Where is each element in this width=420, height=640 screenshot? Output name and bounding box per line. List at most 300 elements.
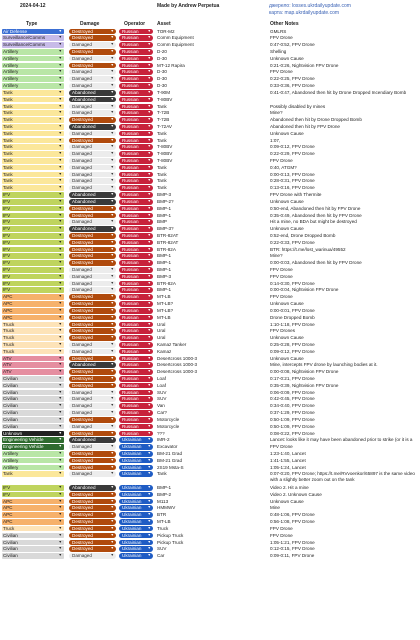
type-select[interactable]	[2, 69, 64, 75]
type-select[interactable]	[2, 431, 64, 437]
operator-select[interactable]	[119, 267, 153, 273]
damage-select[interactable]	[69, 63, 116, 69]
damage-select[interactable]	[69, 165, 116, 171]
damage-select[interactable]	[69, 505, 116, 511]
damage-select[interactable]	[69, 213, 116, 219]
damage-select[interactable]	[69, 342, 116, 348]
damage-select[interactable]	[69, 97, 116, 103]
type-select[interactable]	[2, 35, 64, 41]
damage-label: Destroyed	[72, 519, 93, 525]
damage-select[interactable]	[69, 396, 116, 402]
damage-select[interactable]	[69, 219, 116, 225]
damage-select[interactable]	[69, 151, 116, 157]
operator-select[interactable]	[119, 383, 153, 389]
damage-select[interactable]	[69, 499, 116, 505]
type-select[interactable]	[2, 247, 64, 253]
operator-select[interactable]	[119, 124, 153, 130]
damage-select[interactable]	[69, 76, 116, 82]
operator-select[interactable]	[119, 219, 153, 225]
chevron-down-icon: ▼	[58, 546, 62, 551]
damage-select[interactable]	[69, 192, 116, 198]
chevron-down-icon: ▼	[147, 212, 151, 217]
operator-select[interactable]	[119, 110, 153, 116]
damage-label: Damaged	[72, 171, 92, 177]
type-select[interactable]	[2, 56, 64, 62]
type-select[interactable]	[2, 294, 64, 300]
chevron-down-icon: ▼	[147, 464, 151, 469]
type-select[interactable]	[2, 424, 64, 430]
asset-cell: MT-LB?	[157, 307, 174, 313]
damage-select[interactable]	[69, 49, 116, 55]
type-select[interactable]	[2, 151, 64, 157]
type-select[interactable]	[2, 226, 64, 232]
notes-cell: 0:22-0:33, FPV Drone	[270, 239, 315, 245]
damage-label: Abandoned	[72, 362, 96, 368]
type-select[interactable]	[2, 540, 64, 546]
damage-select[interactable]	[69, 267, 116, 273]
damage-select[interactable]	[69, 403, 116, 409]
damage-select[interactable]	[69, 431, 116, 437]
type-select[interactable]	[2, 465, 64, 471]
type-select[interactable]	[2, 356, 64, 362]
type-select[interactable]	[2, 267, 64, 273]
operator-select[interactable]	[119, 90, 153, 96]
damage-label: Destroyed	[72, 512, 93, 518]
type-select[interactable]	[2, 410, 64, 416]
type-select[interactable]	[2, 533, 64, 539]
operator-select[interactable]	[119, 328, 153, 334]
operator-select[interactable]	[119, 356, 153, 362]
chevron-down-icon: ▼	[110, 396, 114, 401]
type-select[interactable]	[2, 362, 64, 368]
damage-select[interactable]	[69, 424, 116, 430]
operator-select[interactable]	[119, 294, 153, 300]
operator-select[interactable]	[119, 308, 153, 314]
asset-cell: MT-12 Rapira	[157, 62, 185, 68]
operator-select[interactable]	[119, 281, 153, 287]
type-select[interactable]	[2, 322, 64, 328]
damage-select[interactable]	[69, 42, 116, 48]
operator-select[interactable]	[119, 519, 153, 525]
operator-select[interactable]	[119, 35, 153, 41]
damage-select[interactable]	[69, 260, 116, 266]
type-select[interactable]	[2, 219, 64, 225]
damage-select[interactable]	[69, 29, 116, 35]
type-select[interactable]	[2, 178, 64, 184]
operator-select[interactable]	[119, 342, 153, 348]
asset-cell: Comm Equipment	[157, 35, 194, 41]
type-select[interactable]	[2, 526, 64, 532]
type-select[interactable]	[2, 546, 64, 552]
damage-select[interactable]	[69, 172, 116, 178]
operator-select[interactable]	[119, 424, 153, 430]
notes-cell: 0:21-0:26, Nightvision FPV Drone	[270, 62, 339, 68]
type-select[interactable]	[2, 29, 64, 35]
table-row	[0, 423, 420, 430]
operator-select[interactable]	[119, 512, 153, 518]
damage-select[interactable]	[69, 519, 116, 525]
type-select[interactable]	[2, 158, 64, 164]
operator-select[interactable]	[119, 444, 153, 450]
damage-select[interactable]	[69, 383, 116, 389]
type-select[interactable]	[2, 376, 64, 382]
source-link[interactable]: джерело: losses.ukrdailyupdate.com	[269, 3, 351, 9]
chevron-down-icon: ▼	[110, 198, 114, 203]
operator-select[interactable]	[119, 29, 153, 35]
chevron-down-icon: ▼	[110, 246, 114, 251]
operator-label: Russian	[122, 355, 139, 361]
asset-cell: TOR-M2	[157, 28, 175, 34]
type-select[interactable]	[2, 315, 64, 321]
damage-select[interactable]	[69, 437, 116, 443]
type-select[interactable]	[2, 396, 64, 402]
type-select[interactable]	[2, 349, 64, 355]
operator-select[interactable]	[119, 417, 153, 423]
damage-select[interactable]	[69, 117, 116, 123]
type-select[interactable]	[2, 185, 64, 191]
type-select[interactable]	[2, 213, 64, 219]
operator-select[interactable]	[119, 76, 153, 82]
damage-select[interactable]	[69, 512, 116, 518]
type-select[interactable]	[2, 485, 64, 491]
notes-cell: Abandoned then hit by Drone Dropped Bomb	[270, 117, 362, 123]
operator-select[interactable]	[119, 83, 153, 89]
operator-label: Russian	[122, 369, 139, 375]
table-row	[0, 48, 420, 55]
damage-select[interactable]	[69, 410, 116, 416]
type-select[interactable]	[2, 253, 64, 259]
notes-cell: 0:25-0:28, FPV Drone	[270, 341, 315, 347]
operator-select[interactable]	[119, 390, 153, 396]
type-select[interactable]	[2, 97, 64, 103]
operator-select[interactable]	[119, 546, 153, 552]
damage-select[interactable]	[69, 465, 116, 471]
damage-label: Damaged	[72, 410, 92, 416]
type-select[interactable]	[2, 274, 64, 280]
operator-label: Ukrainian	[122, 471, 142, 477]
operator-select[interactable]	[119, 178, 153, 184]
damage-select[interactable]	[69, 308, 116, 314]
damage-select[interactable]	[69, 451, 116, 457]
operator-select[interactable]	[119, 403, 153, 409]
operator-select[interactable]	[119, 376, 153, 382]
table-row	[0, 253, 420, 260]
table-row	[0, 76, 420, 83]
damage-select[interactable]	[69, 356, 116, 362]
type-select[interactable]	[2, 383, 64, 389]
damage-select[interactable]	[69, 458, 116, 464]
type-select[interactable]	[2, 49, 64, 55]
damage-select[interactable]	[69, 131, 116, 137]
operator-select[interactable]	[119, 117, 153, 123]
operator-select[interactable]	[119, 131, 153, 137]
type-select[interactable]	[2, 342, 64, 348]
damage-select[interactable]	[69, 492, 116, 498]
chevron-down-icon: ▼	[147, 62, 151, 67]
type-select[interactable]	[2, 390, 64, 396]
type-select[interactable]	[2, 144, 64, 150]
type-select[interactable]	[2, 199, 64, 205]
type-label: Civilian	[3, 416, 18, 422]
operator-select[interactable]	[119, 287, 153, 293]
damage-select[interactable]	[69, 274, 116, 280]
table-row	[0, 464, 420, 471]
operator-select[interactable]	[119, 213, 153, 219]
type-select[interactable]	[2, 206, 64, 212]
operator-select[interactable]	[119, 526, 153, 532]
damage-select[interactable]	[69, 178, 116, 184]
type-select[interactable]	[2, 451, 64, 457]
map-link[interactable]: карта: map.ukrdailyupdate.com	[269, 10, 340, 16]
type-select[interactable]	[2, 192, 64, 198]
type-select[interactable]	[2, 138, 64, 144]
damage-select[interactable]	[69, 253, 116, 259]
type-select[interactable]	[2, 458, 64, 464]
notes-cell: FPV Drone	[270, 267, 293, 273]
damage-select[interactable]	[69, 322, 116, 328]
operator-label: Russian	[122, 130, 139, 136]
chevron-down-icon: ▼	[147, 335, 151, 340]
operator-select[interactable]	[119, 362, 153, 368]
operator-select[interactable]	[119, 505, 153, 511]
damage-select[interactable]	[69, 185, 116, 191]
damage-label: Destroyed	[72, 246, 93, 252]
type-select[interactable]	[2, 301, 64, 307]
damage-select[interactable]	[69, 158, 116, 164]
asset-cell: D-30	[157, 55, 167, 61]
damage-select[interactable]	[69, 233, 116, 239]
operator-select[interactable]	[119, 458, 153, 464]
type-select[interactable]	[2, 437, 64, 443]
operator-select[interactable]	[119, 369, 153, 375]
damage-select[interactable]	[69, 281, 116, 287]
damage-select[interactable]	[69, 56, 116, 62]
chevron-down-icon: ▼	[58, 267, 62, 272]
type-label: IFV	[3, 226, 11, 232]
damage-label: Destroyed	[72, 117, 93, 123]
operator-select[interactable]	[119, 104, 153, 110]
type-select[interactable]	[2, 369, 64, 375]
damage-select[interactable]	[69, 206, 116, 212]
chevron-down-icon: ▼	[110, 28, 114, 33]
type-select[interactable]	[2, 172, 64, 178]
damage-select[interactable]	[69, 349, 116, 355]
damage-select[interactable]	[69, 124, 116, 130]
damage-label: Destroyed	[72, 376, 93, 382]
operator-select[interactable]	[119, 185, 153, 191]
asset-cell: BMP-1	[157, 267, 172, 273]
asset-cell: MT-LB	[157, 314, 171, 320]
damage-select[interactable]	[69, 526, 116, 532]
operator-select[interactable]	[119, 396, 153, 402]
damage-select[interactable]	[69, 199, 116, 205]
col-damage-header: Damage	[80, 21, 100, 27]
notes-cell: 1:05-1:21, FPV Drone	[270, 539, 315, 545]
notes-cell: 0:17-0:21, FPV Drone	[270, 376, 315, 382]
type-select[interactable]	[2, 63, 64, 69]
operator-select[interactable]	[119, 465, 153, 471]
type-select[interactable]	[2, 308, 64, 314]
operator-select[interactable]	[119, 274, 153, 280]
type-select[interactable]	[2, 110, 64, 116]
damage-select[interactable]	[69, 335, 116, 341]
operator-label: Russian	[122, 403, 139, 409]
damage-select[interactable]	[69, 104, 116, 110]
chevron-down-icon: ▼	[58, 450, 62, 455]
type-select[interactable]	[2, 417, 64, 423]
operator-select[interactable]	[119, 192, 153, 198]
type-select[interactable]	[2, 519, 64, 525]
damage-select[interactable]	[69, 35, 116, 41]
damage-select[interactable]	[69, 90, 116, 96]
type-select[interactable]	[2, 131, 64, 137]
type-select[interactable]	[2, 403, 64, 409]
operator-select[interactable]	[119, 322, 153, 328]
operator-select[interactable]	[119, 172, 153, 178]
type-select[interactable]	[2, 260, 64, 266]
operator-select[interactable]	[119, 315, 153, 321]
operator-select[interactable]	[119, 485, 153, 491]
damage-select[interactable]	[69, 287, 116, 293]
operator-select[interactable]	[119, 240, 153, 246]
damage-select[interactable]	[69, 110, 116, 116]
damage-label: Destroyed	[72, 457, 93, 463]
damage-select[interactable]	[69, 226, 116, 232]
type-select[interactable]	[2, 281, 64, 287]
damage-select[interactable]	[69, 553, 116, 559]
operator-select[interactable]	[119, 492, 153, 498]
asset-cell: Tank	[157, 137, 167, 143]
type-select[interactable]	[2, 117, 64, 123]
notes-cell: 0:40, ATGM?	[270, 164, 297, 170]
damage-select[interactable]	[69, 247, 116, 253]
damage-select[interactable]	[69, 138, 116, 144]
damage-select[interactable]	[69, 533, 116, 539]
operator-select[interactable]	[119, 499, 153, 505]
asset-cell: Kamaz Tanker	[157, 341, 187, 347]
type-select[interactable]	[2, 90, 64, 96]
damage-select[interactable]	[69, 294, 116, 300]
table-row	[0, 205, 420, 212]
chevron-down-icon: ▼	[58, 62, 62, 67]
chevron-down-icon: ▼	[147, 83, 151, 88]
type-select[interactable]	[2, 553, 64, 559]
type-select[interactable]	[2, 512, 64, 518]
type-select[interactable]	[2, 104, 64, 110]
notes-cell: 0:00-0:03, Abandoned then hit by FPV Drone	[270, 260, 362, 266]
type-select[interactable]	[2, 499, 64, 505]
operator-select[interactable]	[119, 540, 153, 546]
damage-select[interactable]	[69, 369, 116, 375]
type-select[interactable]	[2, 505, 64, 511]
type-select[interactable]	[2, 165, 64, 171]
operator-select[interactable]	[119, 431, 153, 437]
damage-select[interactable]	[69, 240, 116, 246]
operator-select[interactable]	[119, 233, 153, 239]
type-select[interactable]	[2, 492, 64, 498]
operator-select[interactable]	[119, 63, 153, 69]
operator-select[interactable]	[119, 165, 153, 171]
operator-select[interactable]	[119, 69, 153, 75]
damage-select[interactable]	[69, 328, 116, 334]
damage-select[interactable]	[69, 417, 116, 423]
operator-select[interactable]	[119, 349, 153, 355]
damage-select[interactable]	[69, 315, 116, 321]
damage-select[interactable]	[69, 69, 116, 75]
damage-select[interactable]	[69, 376, 116, 382]
operator-select[interactable]	[119, 451, 153, 457]
damage-select[interactable]	[69, 301, 116, 307]
operator-select[interactable]	[119, 301, 153, 307]
type-select[interactable]	[2, 240, 64, 246]
operator-select[interactable]	[119, 437, 153, 443]
damage-select[interactable]	[69, 390, 116, 396]
operator-select[interactable]	[119, 410, 153, 416]
damage-select[interactable]	[69, 362, 116, 368]
operator-select[interactable]	[119, 49, 153, 55]
type-select[interactable]	[2, 335, 64, 341]
chevron-down-icon: ▼	[110, 546, 114, 551]
damage-select[interactable]	[69, 485, 116, 491]
type-label: Civilian	[3, 382, 18, 388]
operator-select[interactable]	[119, 247, 153, 253]
type-select[interactable]	[2, 444, 64, 450]
operator-label: Russian	[122, 35, 139, 41]
operator-select[interactable]	[119, 253, 153, 259]
operator-select[interactable]	[119, 206, 153, 212]
table-row	[0, 55, 420, 62]
operator-select[interactable]	[119, 260, 153, 266]
operator-label: Russian	[122, 69, 139, 75]
type-select[interactable]	[2, 76, 64, 82]
type-select[interactable]	[2, 233, 64, 239]
operator-select[interactable]	[119, 144, 153, 150]
damage-select[interactable]	[69, 540, 116, 546]
type-select[interactable]	[2, 328, 64, 334]
operator-select[interactable]	[119, 335, 153, 341]
chevron-down-icon: ▼	[110, 355, 114, 360]
operator-select[interactable]	[119, 553, 153, 559]
table-row	[0, 369, 420, 376]
damage-select[interactable]	[69, 471, 116, 477]
type-select[interactable]	[2, 124, 64, 130]
table-row	[0, 546, 420, 553]
chevron-down-icon: ▼	[110, 185, 114, 190]
operator-select[interactable]	[119, 138, 153, 144]
operator-select[interactable]	[119, 97, 153, 103]
type-select[interactable]	[2, 471, 64, 477]
damage-select[interactable]	[69, 444, 116, 450]
asset-cell: Pickup Truck	[157, 532, 184, 538]
operator-select[interactable]	[119, 471, 153, 477]
damage-select[interactable]	[69, 546, 116, 552]
operator-select[interactable]	[119, 199, 153, 205]
damage-select[interactable]	[69, 83, 116, 89]
sheet-header	[0, 0, 420, 20]
operator-select[interactable]	[119, 533, 153, 539]
type-select[interactable]	[2, 42, 64, 48]
notes-cell: 1:07,	[270, 137, 281, 143]
operator-select[interactable]	[119, 42, 153, 48]
damage-select[interactable]	[69, 144, 116, 150]
operator-select[interactable]	[119, 56, 153, 62]
type-label: Air Defense	[3, 28, 28, 34]
type-select[interactable]	[2, 287, 64, 293]
operator-select[interactable]	[119, 226, 153, 232]
operator-select[interactable]	[119, 158, 153, 164]
type-select[interactable]	[2, 83, 64, 89]
operator-select[interactable]	[119, 151, 153, 157]
